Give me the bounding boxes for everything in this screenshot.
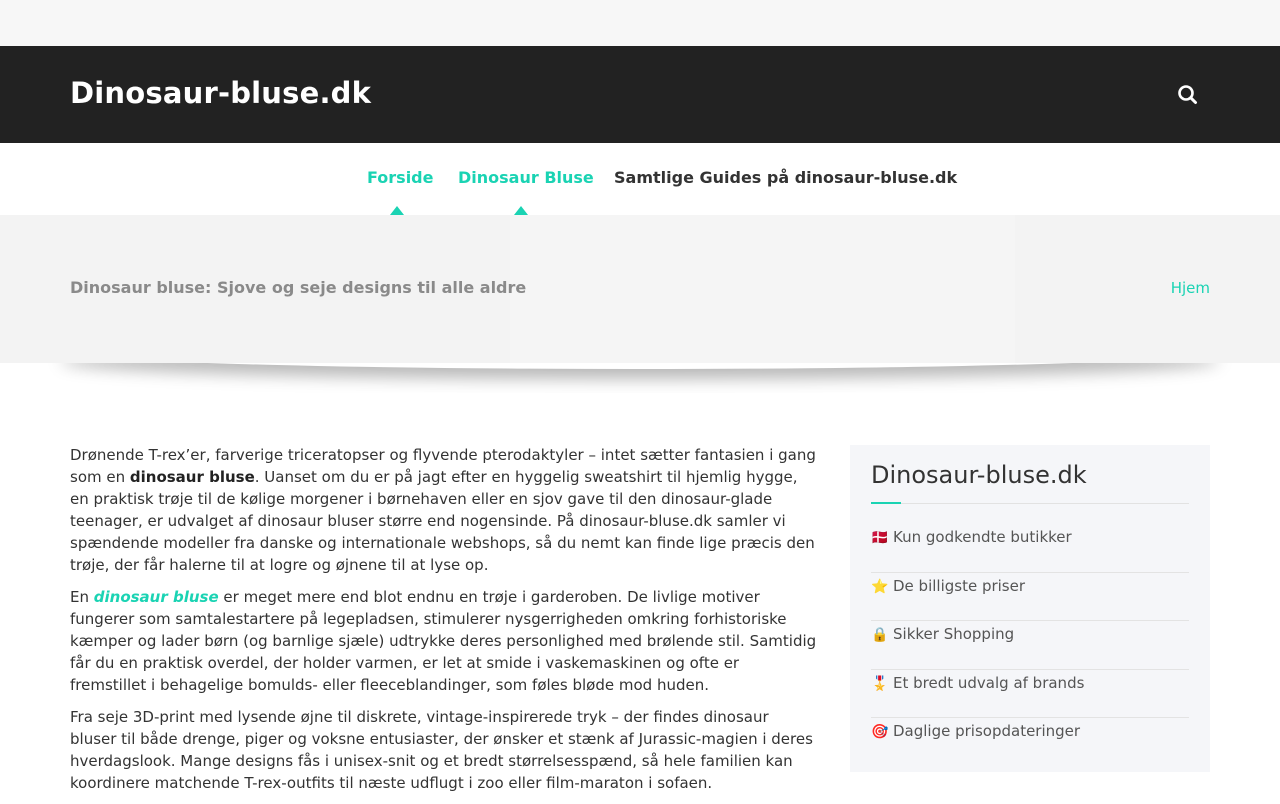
nav-active-indicator bbox=[514, 206, 528, 215]
article-paragraph: En dinosaur bluse er meget mere end blot endnu en trøje i garderoben. De livlige motiver fungerer som samtalestartere på legepladsen, stimulerer nysgerrigheden omkring forhistoriske kæmper og lader børn (og barnlige sjæle) udtrykke deres personlighed med brølende stil. Samtidig får du en praktisk overdel, der holder varmen, er let at smide i vaskemaskinen og ofte er fremstillet i behagelige bomulds- eller fleeceblandinger, som føles bløde mod huden. bbox=[70, 588, 817, 694]
article-paragraph: Fra seje 3D-print med lysende øjne til diskrete, vintage-inspirerede tryk – der findes dinosaur bluser til både drenge, piger og voksne entusiaster, der ønsker et stænk af Jurassic-magien i deres hverdagslook. Mange designs fås i unisex-snit og et bredt størrelsesspænd, så hele familien kan koordinere matchende T-rex-outfits til næste udflugt i zoo eller film-maraton i sofaen. bbox=[70, 708, 813, 792]
sidebar-item-sikker-shopping[interactable]: 🔒 Sikker Shopping bbox=[871, 621, 1189, 670]
sidebar-item-godkendte-butikker[interactable]: 🇩🇰 Kun godkendte butikker bbox=[871, 524, 1189, 573]
sidebar-widget bbox=[850, 445, 1210, 772]
sidebar-item-billigste-priser[interactable]: ⭐ De billigste priser bbox=[871, 573, 1189, 622]
article-paragraph: Drønende T-rex’er, farverige triceratopser og flyvende pterodaktyler – intet sætter fantasien i gang som en dinosaur bluse. Uanset om du er på jagt efter en hyggelig sweatshirt til hjemlig hygge, en praktisk trøje til de kølige morgener i børnehaven eller en sjov gave til den dinosaur-glade teenager, er udvalget af dinosaur bluser større end nogensinde. På dinosaur-bluse.dk samler vi spændende modeller fra danske og internationale webshops, så du nemt kan finde lige præcis den trøje, der får halerne til at logre og øjnene til at lyse op. bbox=[70, 446, 816, 574]
sidebar-list bbox=[871, 524, 1189, 767]
top-bar bbox=[0, 0, 1280, 46]
sidebar-item-prisopdateringer[interactable]: 🎯 Daglige prisopdateringer bbox=[871, 722, 1081, 740]
banner-shadow bbox=[0, 363, 1280, 393]
nav-item-forside[interactable]: Forside bbox=[367, 168, 434, 187]
search-button[interactable] bbox=[1174, 81, 1202, 109]
sidebar-divider bbox=[871, 503, 1189, 504]
target-icon: 🎯 bbox=[871, 724, 889, 740]
nav-active-indicator bbox=[390, 206, 404, 215]
keyword-link[interactable]: dinosaur bluse bbox=[93, 588, 219, 606]
star-icon: ⭐ bbox=[871, 578, 889, 595]
site-title-link[interactable]: Dinosaur-bluse.dk bbox=[70, 76, 372, 110]
medal-icon: 🎖️ bbox=[871, 675, 889, 692]
danish-flag-icon: 🇩🇰 bbox=[871, 530, 889, 546]
article-content bbox=[70, 444, 818, 804]
nav-item-samtlige-guides[interactable]: Samtlige Guides på dinosaur-bluse.dk bbox=[614, 168, 958, 187]
page-title-banner bbox=[0, 215, 1280, 363]
keyword-bold: dinosaur bluse bbox=[129, 468, 255, 486]
search-icon bbox=[1174, 81, 1202, 109]
main-navigation bbox=[0, 143, 1280, 215]
lock-icon: 🔒 bbox=[871, 627, 889, 643]
nav-item-dinosaur-bluse[interactable]: Dinosaur Bluse bbox=[458, 168, 594, 187]
site-header bbox=[0, 46, 1280, 143]
page-title: Dinosaur bluse: Sjove og seje designs til alle aldre bbox=[70, 278, 527, 297]
sidebar-item-udvalg-brands[interactable]: 🎖️ Et bredt udvalg af brands bbox=[871, 670, 1189, 719]
sidebar-title: Dinosaur-bluse.dk bbox=[871, 461, 1087, 489]
breadcrumb-home-link[interactable]: Hjem bbox=[1170, 279, 1210, 297]
